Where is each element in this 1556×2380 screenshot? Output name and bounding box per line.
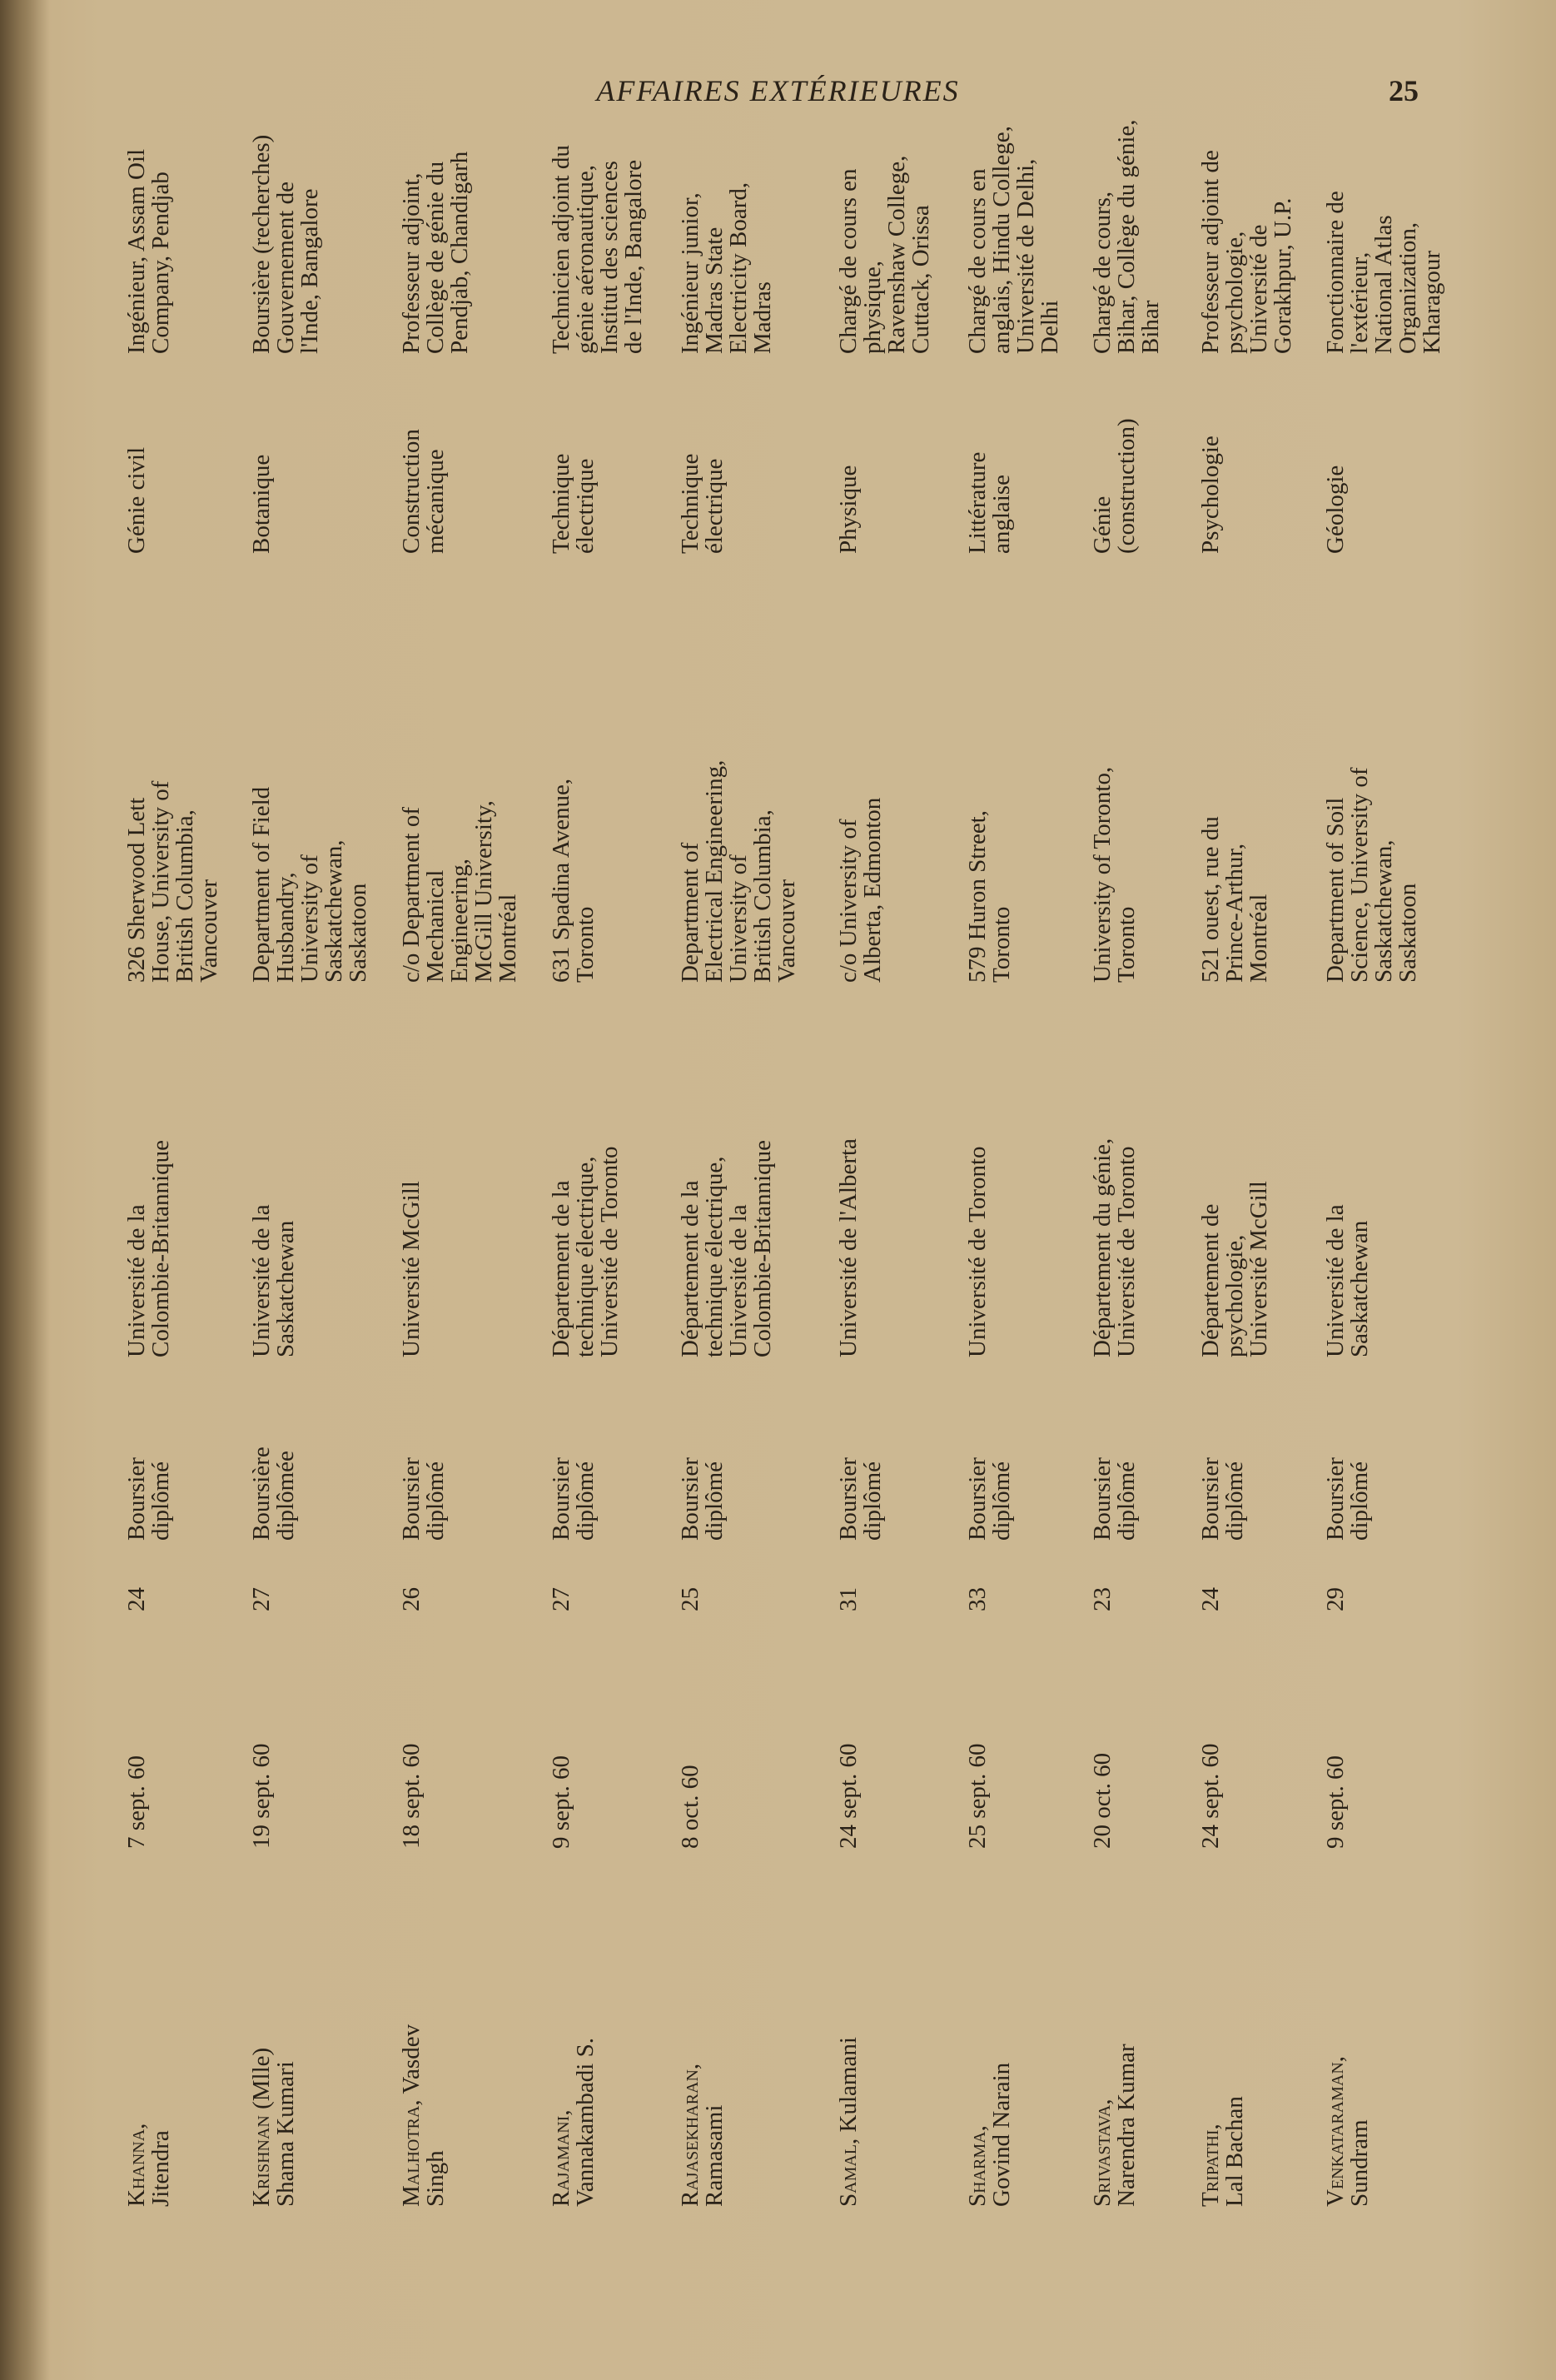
given-name: Vannakambadi S. xyxy=(572,2038,599,2207)
arrival-date: 24 sept. xyxy=(835,1773,862,1849)
name-cell xyxy=(250,1915,298,2207)
age-cell: 27 xyxy=(548,1587,574,1611)
address-cell: 521 ouest, rue du Prince-Arthur, Montréal xyxy=(1197,816,1272,983)
page-number: 25 xyxy=(1389,74,1419,107)
table-row xyxy=(125,92,250,2207)
occupation-cell: Boursière (recherches) Gouvernement de l'Inde, Bangalore xyxy=(248,134,323,354)
arrival-date: 19 sept. xyxy=(248,1773,275,1849)
status-cell: Boursier diplômé xyxy=(964,1457,1015,1541)
given-name: Vasdev Singh xyxy=(398,2024,449,2207)
date-cell xyxy=(966,1641,990,1849)
arrival-year: 60 xyxy=(964,1743,991,1768)
surname: Srivastava, xyxy=(1089,2099,1116,2207)
arrival-date: 7 sept. xyxy=(123,1785,150,1849)
name-cell xyxy=(549,1915,598,2207)
institution-cell: Département de psychologie, Université McGill xyxy=(1197,1181,1272,1357)
status-cell: Boursier diplômé xyxy=(677,1457,728,1541)
surname: Rajasekharan, xyxy=(677,2063,703,2207)
arrival-date: 18 sept. xyxy=(398,1773,425,1849)
institution-cell: Université de l'Alberta xyxy=(835,1138,862,1357)
field-cell: Construction mécanique xyxy=(398,429,449,554)
surname: Sharma, xyxy=(964,2125,991,2207)
field-cell: Littérature anglaise xyxy=(964,451,1015,554)
address-cell: c/o Department of Mechanical Engineering, McGill University, Montréal xyxy=(398,800,521,983)
name-cell xyxy=(125,1915,173,2207)
given-name: Govind Narain xyxy=(988,2062,1015,2207)
occupation-cell: Professeur adjoint de psychologie, Université de Gorakhpur, U.P. xyxy=(1197,150,1296,354)
arrival-date: 24 sept. xyxy=(1197,1773,1224,1849)
given-name: Narendra Kumar xyxy=(1113,2044,1140,2207)
field-cell: Physique xyxy=(835,465,862,554)
occupation-cell: Chargé de cours en physique, Ravenshaw College, Cuttack, Orissa xyxy=(835,155,934,354)
arrival-date: 25 sept. xyxy=(964,1773,991,1849)
arrival-year: 60 xyxy=(248,1743,275,1768)
institution-cell: Département de la technique électrique, Université de la Colombie-Britannique xyxy=(677,1140,776,1357)
institution-cell: Département du génie, Université de Toronto xyxy=(1089,1138,1140,1357)
table-row xyxy=(1091,92,1215,2207)
occupation-cell: Chargé de cours en anglais, Hindu College, Université de Delhi, Delhi xyxy=(964,126,1063,354)
field-cell: Génie civil xyxy=(123,446,150,554)
address-cell: Department of Electrical Engineering, University of British Columbia, Vancouver xyxy=(677,759,800,983)
table-row xyxy=(1324,92,1449,2207)
arrival-year: 60 xyxy=(1089,1752,1116,1777)
address-cell: Department of Soil Science, University of Saskatchewan, Saskatoon xyxy=(1322,767,1421,983)
age-cell: 23 xyxy=(1089,1587,1116,1611)
date-cell xyxy=(250,1641,274,1849)
address-cell: 579 Huron Street, Toronto xyxy=(964,810,1015,983)
surname: Tripathi, xyxy=(1197,2124,1224,2207)
address-cell: c/o University of Alberta, Edmonton xyxy=(835,797,886,983)
status-cell: Boursier diplômé xyxy=(1089,1457,1140,1541)
arrival-year: 60 xyxy=(123,1755,150,1780)
date-cell xyxy=(1324,1641,1348,1849)
age-cell: 24 xyxy=(123,1587,150,1611)
status-cell: Boursier diplômé xyxy=(548,1457,599,1541)
status-cell: Boursier diplômé xyxy=(1197,1457,1248,1541)
arrival-date: 9 sept. xyxy=(1322,1785,1349,1849)
name-suffix: (Mlle) xyxy=(248,2047,275,2109)
occupation-cell: Chargé de cours, Bihar, Collège du génie, Bihar xyxy=(1089,119,1164,354)
institution-cell: Université de la Saskatchewan xyxy=(1322,1204,1373,1357)
surname: Krishnan xyxy=(248,2115,275,2207)
table-row xyxy=(837,92,962,2207)
institution-cell: Université de la Saskatchewan xyxy=(248,1204,299,1357)
arrival-date: 9 sept. xyxy=(548,1785,574,1849)
age-cell: 31 xyxy=(835,1587,862,1611)
status-cell: Boursière diplômée xyxy=(248,1446,299,1541)
arrival-year: 60 xyxy=(835,1743,862,1768)
table-row xyxy=(400,92,524,2207)
date-cell xyxy=(549,1641,574,1849)
address-cell: 631 Spadina Avenue, Toronto xyxy=(548,778,599,983)
occupation-cell: Ingénieur junior, Madras State Electricity Board, Madras xyxy=(677,182,776,354)
name-cell xyxy=(837,1915,861,2207)
status-cell: Boursier diplômé xyxy=(123,1457,174,1541)
arrival-year: 60 xyxy=(398,1743,425,1768)
arrival-date: 20 oct. xyxy=(1089,1783,1116,1849)
rotated-table xyxy=(125,92,1556,2207)
field-cell: Géologie xyxy=(1322,465,1349,554)
table-row xyxy=(679,92,803,2207)
date-cell xyxy=(837,1641,861,1849)
occupation-cell: Professeur adjoint, Collège de génie du Pendjab, Chandigarh xyxy=(398,151,473,354)
arrival-year: 60 xyxy=(1322,1755,1349,1780)
given-name: Sundram xyxy=(1346,2119,1373,2207)
given-name: Kulamani xyxy=(835,2037,862,2133)
given-name: Lal Bachan xyxy=(1221,2096,1248,2207)
table-row xyxy=(966,92,1091,2207)
given-name: Ramasami xyxy=(701,2104,728,2207)
institution-cell: Université de Toronto xyxy=(964,1146,991,1357)
surname: Rajamani, xyxy=(548,2109,574,2207)
running-title: AFFAIRES EXTÉRIEURES xyxy=(596,74,960,107)
binding-gutter xyxy=(0,0,50,2380)
name-cell xyxy=(400,1915,448,2207)
field-cell: Botanique xyxy=(248,454,275,554)
age-cell: 27 xyxy=(248,1587,275,1611)
address-cell: 326 Sherwood Lett House, University of British Columbia, Vancouver xyxy=(123,780,222,983)
surname: Khanna, xyxy=(123,2123,150,2207)
status-cell: Boursier diplômé xyxy=(835,1457,886,1541)
name-cell xyxy=(1199,1915,1247,2207)
surname: Venkataraman, xyxy=(1322,2055,1349,2207)
surname: Samal, xyxy=(835,2138,862,2207)
field-cell: Technique électrique xyxy=(548,453,599,554)
institution-cell: Université de la Colombie-Britannique xyxy=(123,1140,174,1357)
address-cell: University of Toronto, Toronto xyxy=(1089,766,1140,983)
name-cell xyxy=(679,1915,727,2207)
date-cell xyxy=(679,1641,703,1849)
table-row xyxy=(1199,92,1324,2207)
date-cell xyxy=(1091,1641,1115,1849)
surname: Malhotra, xyxy=(398,2099,425,2207)
date-cell xyxy=(125,1641,149,1849)
table-row xyxy=(549,92,674,2207)
field-cell: Génie (construction) xyxy=(1089,418,1140,554)
age-cell: 25 xyxy=(677,1587,703,1611)
institution-cell: Département de la technique électrique, Université de Toronto xyxy=(548,1146,623,1357)
occupation-cell: Technicien adjoint du génie aéronautique, Institut des sciences de l'Inde, Bangalore xyxy=(548,145,647,354)
address-cell: Department of Field Husbandry, University of Saskatchewan, Saskatoon xyxy=(248,786,371,983)
occupation-cell: Fonctionnaire de l'extérieur, National Atlas Organization, Kharagour xyxy=(1322,191,1445,354)
date-cell xyxy=(1199,1641,1223,1849)
given-name: Jitendra xyxy=(147,2130,174,2207)
arrival-year: 60 xyxy=(677,1765,703,1790)
table-row xyxy=(250,92,375,2207)
age-cell: 33 xyxy=(964,1587,991,1611)
date-cell xyxy=(400,1641,424,1849)
age-cell: 24 xyxy=(1197,1587,1224,1611)
name-cell xyxy=(1324,1915,1372,2207)
arrival-date: 8 oct. xyxy=(677,1795,703,1849)
occupation-cell: Ingénieur, Assam Oil Company, Pendjab xyxy=(123,148,174,354)
field-cell: Psychologie xyxy=(1197,436,1224,554)
arrival-year: 60 xyxy=(548,1755,574,1780)
arrival-year: 60 xyxy=(1197,1743,1224,1768)
age-cell: 26 xyxy=(398,1587,425,1611)
age-cell: 29 xyxy=(1322,1587,1349,1611)
name-cell xyxy=(966,1915,1014,2207)
institution-cell: Université McGill xyxy=(398,1181,425,1357)
status-cell: Boursier diplômé xyxy=(1322,1457,1373,1541)
given-name: Shama Kumari xyxy=(272,2061,299,2207)
field-cell: Technique électrique xyxy=(677,453,728,554)
status-cell: Boursier diplômé xyxy=(398,1457,449,1541)
name-cell xyxy=(1091,1915,1139,2207)
